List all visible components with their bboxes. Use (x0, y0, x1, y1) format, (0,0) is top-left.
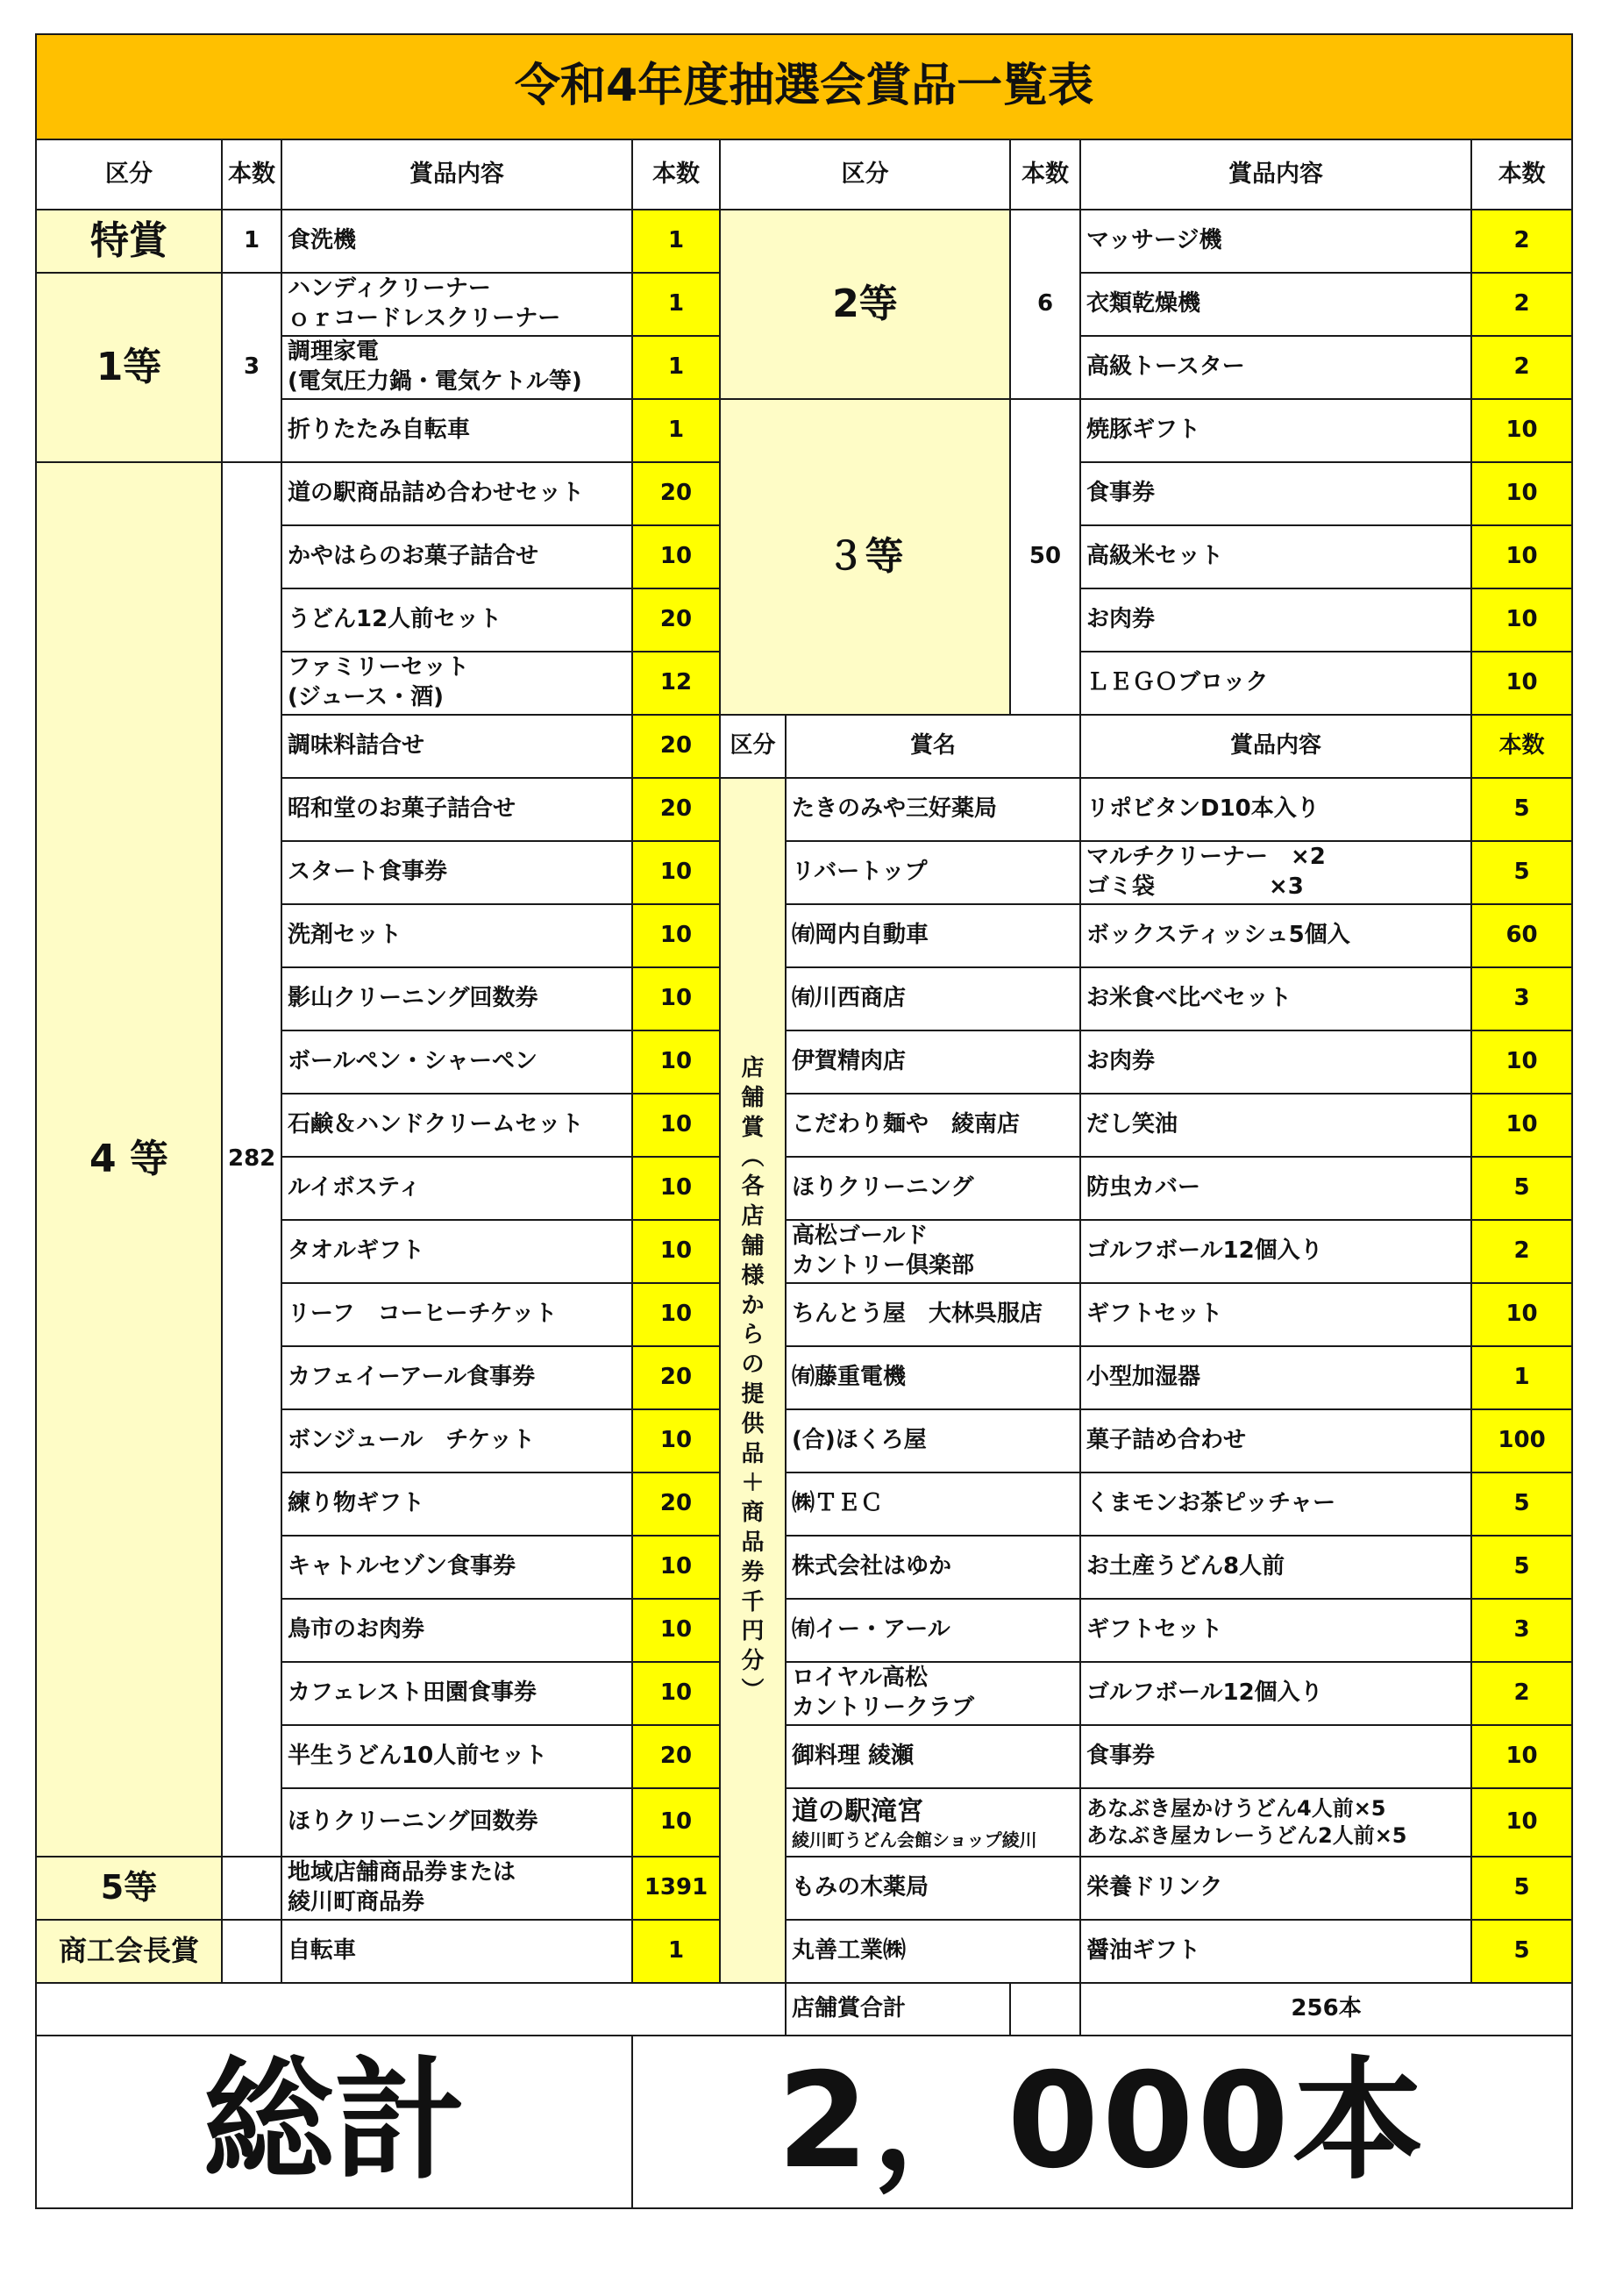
shop-award-name: ちんとう屋 大林呉服店 (786, 1283, 1080, 1346)
shop-award-name: もみの木薬局 (786, 1857, 1080, 1920)
shop-award-name: 伊賀精肉店 (786, 1030, 1080, 1094)
prize-name: 昭和堂のお菓子詰合せ (281, 778, 632, 841)
prize-name: 調味料詰合せ (281, 715, 632, 778)
shop-qty: 5 (1471, 1536, 1572, 1599)
shop-award-name: ㈱ＴＥＣ (786, 1472, 1080, 1536)
shop-total-label: 店舗賞合計 (786, 1983, 1010, 2036)
shop-award-name: ロイヤル高松 カントリークラブ (786, 1662, 1080, 1725)
shop-total-value: 256本 (1080, 1983, 1572, 2036)
grand-total-value: 2，000本 (632, 2036, 1572, 2208)
prize-name: 影山クリーニング回数券 (281, 967, 632, 1030)
shop-prize: くまモンお茶ピッチャー (1080, 1472, 1471, 1536)
prize-name: ほりクリーニング回数券 (281, 1788, 632, 1857)
shop-prize: だし笑油 (1080, 1094, 1471, 1157)
prize-name: 石鹸＆ハンドクリームセット (281, 1094, 632, 1157)
count-fifth (222, 1857, 281, 1920)
prize-name: 食洗機 (281, 210, 632, 273)
prize-qty: 1391 (632, 1857, 720, 1920)
prize-name: カフェイーアール食事券 (281, 1346, 632, 1409)
prize-name: ルイボスティ (281, 1157, 632, 1220)
header-count-right: 本数 (1010, 139, 1080, 210)
shop-award-name: 丸善工業㈱ (786, 1920, 1080, 1983)
shop-qty: 2 (1471, 1220, 1572, 1283)
shop-qty: 5 (1471, 1472, 1572, 1536)
prize-qty: 1 (632, 336, 720, 399)
prize-qty: 2 (1471, 273, 1572, 336)
prize-name: ボールペン・シャーペン (281, 1030, 632, 1094)
prize-qty: 10 (1471, 652, 1572, 715)
prize-name: ハンディクリーナー ｏｒコードレスクリーナー (281, 273, 632, 336)
grand-total-row (36, 2036, 1572, 2208)
table-row (36, 1920, 1572, 1983)
prize-qty: 10 (1471, 399, 1572, 462)
prize-qty: 20 (632, 1346, 720, 1409)
shop-qty: 10 (1471, 1094, 1572, 1157)
prize-name: マッサージ機 (1080, 210, 1471, 273)
shop-header-category: 区分 (720, 715, 786, 778)
count-third: 50 (1010, 399, 1080, 715)
table-row (36, 210, 1572, 273)
header-count: 本数 (222, 139, 281, 210)
shop-header-qty: 本数 (1471, 715, 1572, 778)
shop-award-name: ㈲川西商店 (786, 967, 1080, 1030)
shop-prize: マルチクリーナー ×2 ゴミ袋 ×3 (1080, 841, 1471, 904)
count-special: 1 (222, 210, 281, 273)
prize-name: 鳥市のお肉券 (281, 1599, 632, 1662)
shop-header-award: 賞名 (786, 715, 1080, 778)
shop-award-name: ㈲イー・アール (786, 1599, 1080, 1662)
shop-prize: 小型加湿器 (1080, 1346, 1471, 1409)
prize-name: 食事券 (1080, 462, 1471, 525)
prize-qty: 1 (632, 399, 720, 462)
shop-award-category: 店 舗 賞 ︵ 各 店 舗 様 か ら の 提 供 品 ＋ 商 品 券 千 円 分 ︶ (720, 778, 786, 1983)
prize-name: リーフ コーヒーチケット (281, 1283, 632, 1346)
prize-name: 高級トースター (1080, 336, 1471, 399)
shop-qty: 1 (1471, 1346, 1572, 1409)
shop-qty: 5 (1471, 1857, 1572, 1920)
shop-prize: 食事券 (1080, 1725, 1471, 1788)
prize-qty: 1 (632, 1920, 720, 1983)
shop-prize: ギフトセット (1080, 1283, 1471, 1346)
shop-award-name: ㈲岡内自動車 (786, 904, 1080, 967)
prize-qty: 20 (632, 588, 720, 652)
prize-qty: 10 (632, 1157, 720, 1220)
prize-qty: 10 (632, 1094, 720, 1157)
shop-award-name: たきのみや三好薬局 (786, 778, 1080, 841)
grand-total-label: 総計 (36, 2036, 632, 2208)
shop-award-name: 御料理 綾瀬 (786, 1725, 1080, 1788)
prize-qty: 10 (632, 1030, 720, 1094)
category-fifth: 5等 (36, 1857, 222, 1920)
shop-qty: 5 (1471, 1920, 1572, 1983)
prize-qty: 2 (1471, 210, 1572, 273)
prize-qty: 10 (1471, 525, 1572, 588)
shop-award-name: ほりクリーニング (786, 1157, 1080, 1220)
prize-name: 折りたたみ自転車 (281, 399, 632, 462)
shop-qty: 3 (1471, 1599, 1572, 1662)
header-qty: 本数 (632, 139, 720, 210)
prize-name: 洗剤セット (281, 904, 632, 967)
prize-qty: 20 (632, 1725, 720, 1788)
prize-qty: 10 (632, 841, 720, 904)
prize-qty: 12 (632, 652, 720, 715)
shop-prize: お肉券 (1080, 1030, 1471, 1094)
prize-qty: 10 (632, 1409, 720, 1472)
category-third: ３等 (720, 399, 1010, 715)
shop-prize: お土産うどん8人前 (1080, 1536, 1471, 1599)
header-prize-right: 賞品内容 (1080, 139, 1471, 210)
shop-qty: 10 (1471, 1283, 1572, 1346)
prize-qty: 10 (1471, 462, 1572, 525)
shop-prize: 栄養ドリンク (1080, 1857, 1471, 1920)
prize-name: スタート食事券 (281, 841, 632, 904)
shop-prize: あなぶき屋かけうどん4人前×5 あなぶき屋カレーうどん2人前×5 (1080, 1788, 1471, 1857)
prize-name: 練り物ギフト (281, 1472, 632, 1536)
shop-award-name: リバートップ (786, 841, 1080, 904)
prize-name: お肉券 (1080, 588, 1471, 652)
shop-qty: 5 (1471, 841, 1572, 904)
prize-name: ファミリーセット (ジュース・酒) (281, 652, 632, 715)
prize-qty: 10 (632, 1662, 720, 1725)
prize-qty: 10 (1471, 588, 1572, 652)
prize-name: 地域店舗商品券または 綾川町商品券 (281, 1857, 632, 1920)
prize-qty: 20 (632, 715, 720, 778)
prize-qty: 1 (632, 273, 720, 336)
prize-qty: 20 (632, 1472, 720, 1536)
prize-name: うどん12人前セット (281, 588, 632, 652)
count-first: 3 (222, 273, 281, 462)
prize-name: カフェレスト田園食事券 (281, 1662, 632, 1725)
shop-prize: 防虫カバー (1080, 1157, 1471, 1220)
shop-prize: ボックスティッシュ5個入 (1080, 904, 1471, 967)
prize-qty: 20 (632, 778, 720, 841)
prize-qty: 10 (632, 1599, 720, 1662)
shop-qty: 10 (1471, 1788, 1572, 1857)
count-chamber (222, 1920, 281, 1983)
prize-qty: 10 (632, 1220, 720, 1283)
prize-name: タオルギフト (281, 1220, 632, 1283)
prize-name: 衣類乾燥機 (1080, 273, 1471, 336)
category-first: 1等 (36, 273, 222, 462)
prize-name: かやはらのお菓子詰合せ (281, 525, 632, 588)
table-row (36, 1983, 1572, 2036)
shop-prize: 菓子詰め合わせ (1080, 1409, 1471, 1472)
prize-name: 半生うどん10人前セット (281, 1725, 632, 1788)
shop-prize: ギフトセット (1080, 1599, 1471, 1662)
shop-prize: 醤油ギフト (1080, 1920, 1471, 1983)
header-category: 区分 (36, 139, 222, 210)
shop-qty: 5 (1471, 1157, 1572, 1220)
shop-qty: 5 (1471, 778, 1572, 841)
shop-award-name: 株式会社はゆか (786, 1536, 1080, 1599)
count-fourth: 282 (222, 462, 281, 1857)
shop-header-prize: 賞品内容 (1080, 715, 1471, 778)
shop-award-name: (合)ほくろ屋 (786, 1409, 1080, 1472)
prize-name: 焼豚ギフト (1080, 399, 1471, 462)
shop-award-name: ㈲藤重電機 (786, 1346, 1080, 1409)
table-row (36, 1857, 1572, 1920)
page-title: 令和4年度抽選会賞品一覧表 (36, 34, 1572, 139)
prize-qty: 10 (632, 1283, 720, 1346)
count-second: 6 (1010, 210, 1080, 399)
prize-name: キャトルセゾン食事券 (281, 1536, 632, 1599)
prize-qty: 10 (632, 967, 720, 1030)
shop-qty: 60 (1471, 904, 1572, 967)
prize-qty: 10 (632, 904, 720, 967)
prize-table (35, 33, 1573, 2209)
prize-qty: 1 (632, 210, 720, 273)
prize-qty: 10 (632, 525, 720, 588)
prize-name: 道の駅商品詰め合わせセット (281, 462, 632, 525)
header-category-right: 区分 (720, 139, 1010, 210)
prize-name: ボンジュール チケット (281, 1409, 632, 1472)
header-qty-right: 本数 (1471, 139, 1572, 210)
header-prize: 賞品内容 (281, 139, 632, 210)
shop-qty: 100 (1471, 1409, 1572, 1472)
prize-name: ＬＥＧＯブロック (1080, 652, 1471, 715)
shop-award-name: 高松ゴールド カントリー倶楽部 (786, 1220, 1080, 1283)
shop-prize: ゴルフボール12個入り (1080, 1662, 1471, 1725)
prize-qty: 20 (632, 462, 720, 525)
shop-award-name: 道の駅滝宮 綾川町うどん会館ショップ綾川 (786, 1788, 1080, 1857)
shop-award-name: こだわり麺や 綾南店 (786, 1094, 1080, 1157)
prize-name: 自転車 (281, 1920, 632, 1983)
prize-name: 調理家電 (電気圧力鍋・電気ケトル等) (281, 336, 632, 399)
category-chamber: 商工会長賞 (36, 1920, 222, 1983)
shop-qty: 2 (1471, 1662, 1572, 1725)
category-fourth: 4 等 (36, 462, 222, 1857)
shop-prize: ゴルフボール12個入り (1080, 1220, 1471, 1283)
shop-prize: お米食べ比べセット (1080, 967, 1471, 1030)
prize-qty: 10 (632, 1788, 720, 1857)
prize-qty: 10 (632, 1536, 720, 1599)
prize-qty: 2 (1471, 336, 1572, 399)
shop-qty: 10 (1471, 1030, 1572, 1094)
shop-prize: リポビタンD10本入り (1080, 778, 1471, 841)
shop-qty: 3 (1471, 967, 1572, 1030)
prize-name: 高級米セット (1080, 525, 1471, 588)
shop-qty: 10 (1471, 1725, 1572, 1788)
category-second: 2等 (720, 210, 1010, 399)
category-special: 特賞 (36, 210, 222, 273)
